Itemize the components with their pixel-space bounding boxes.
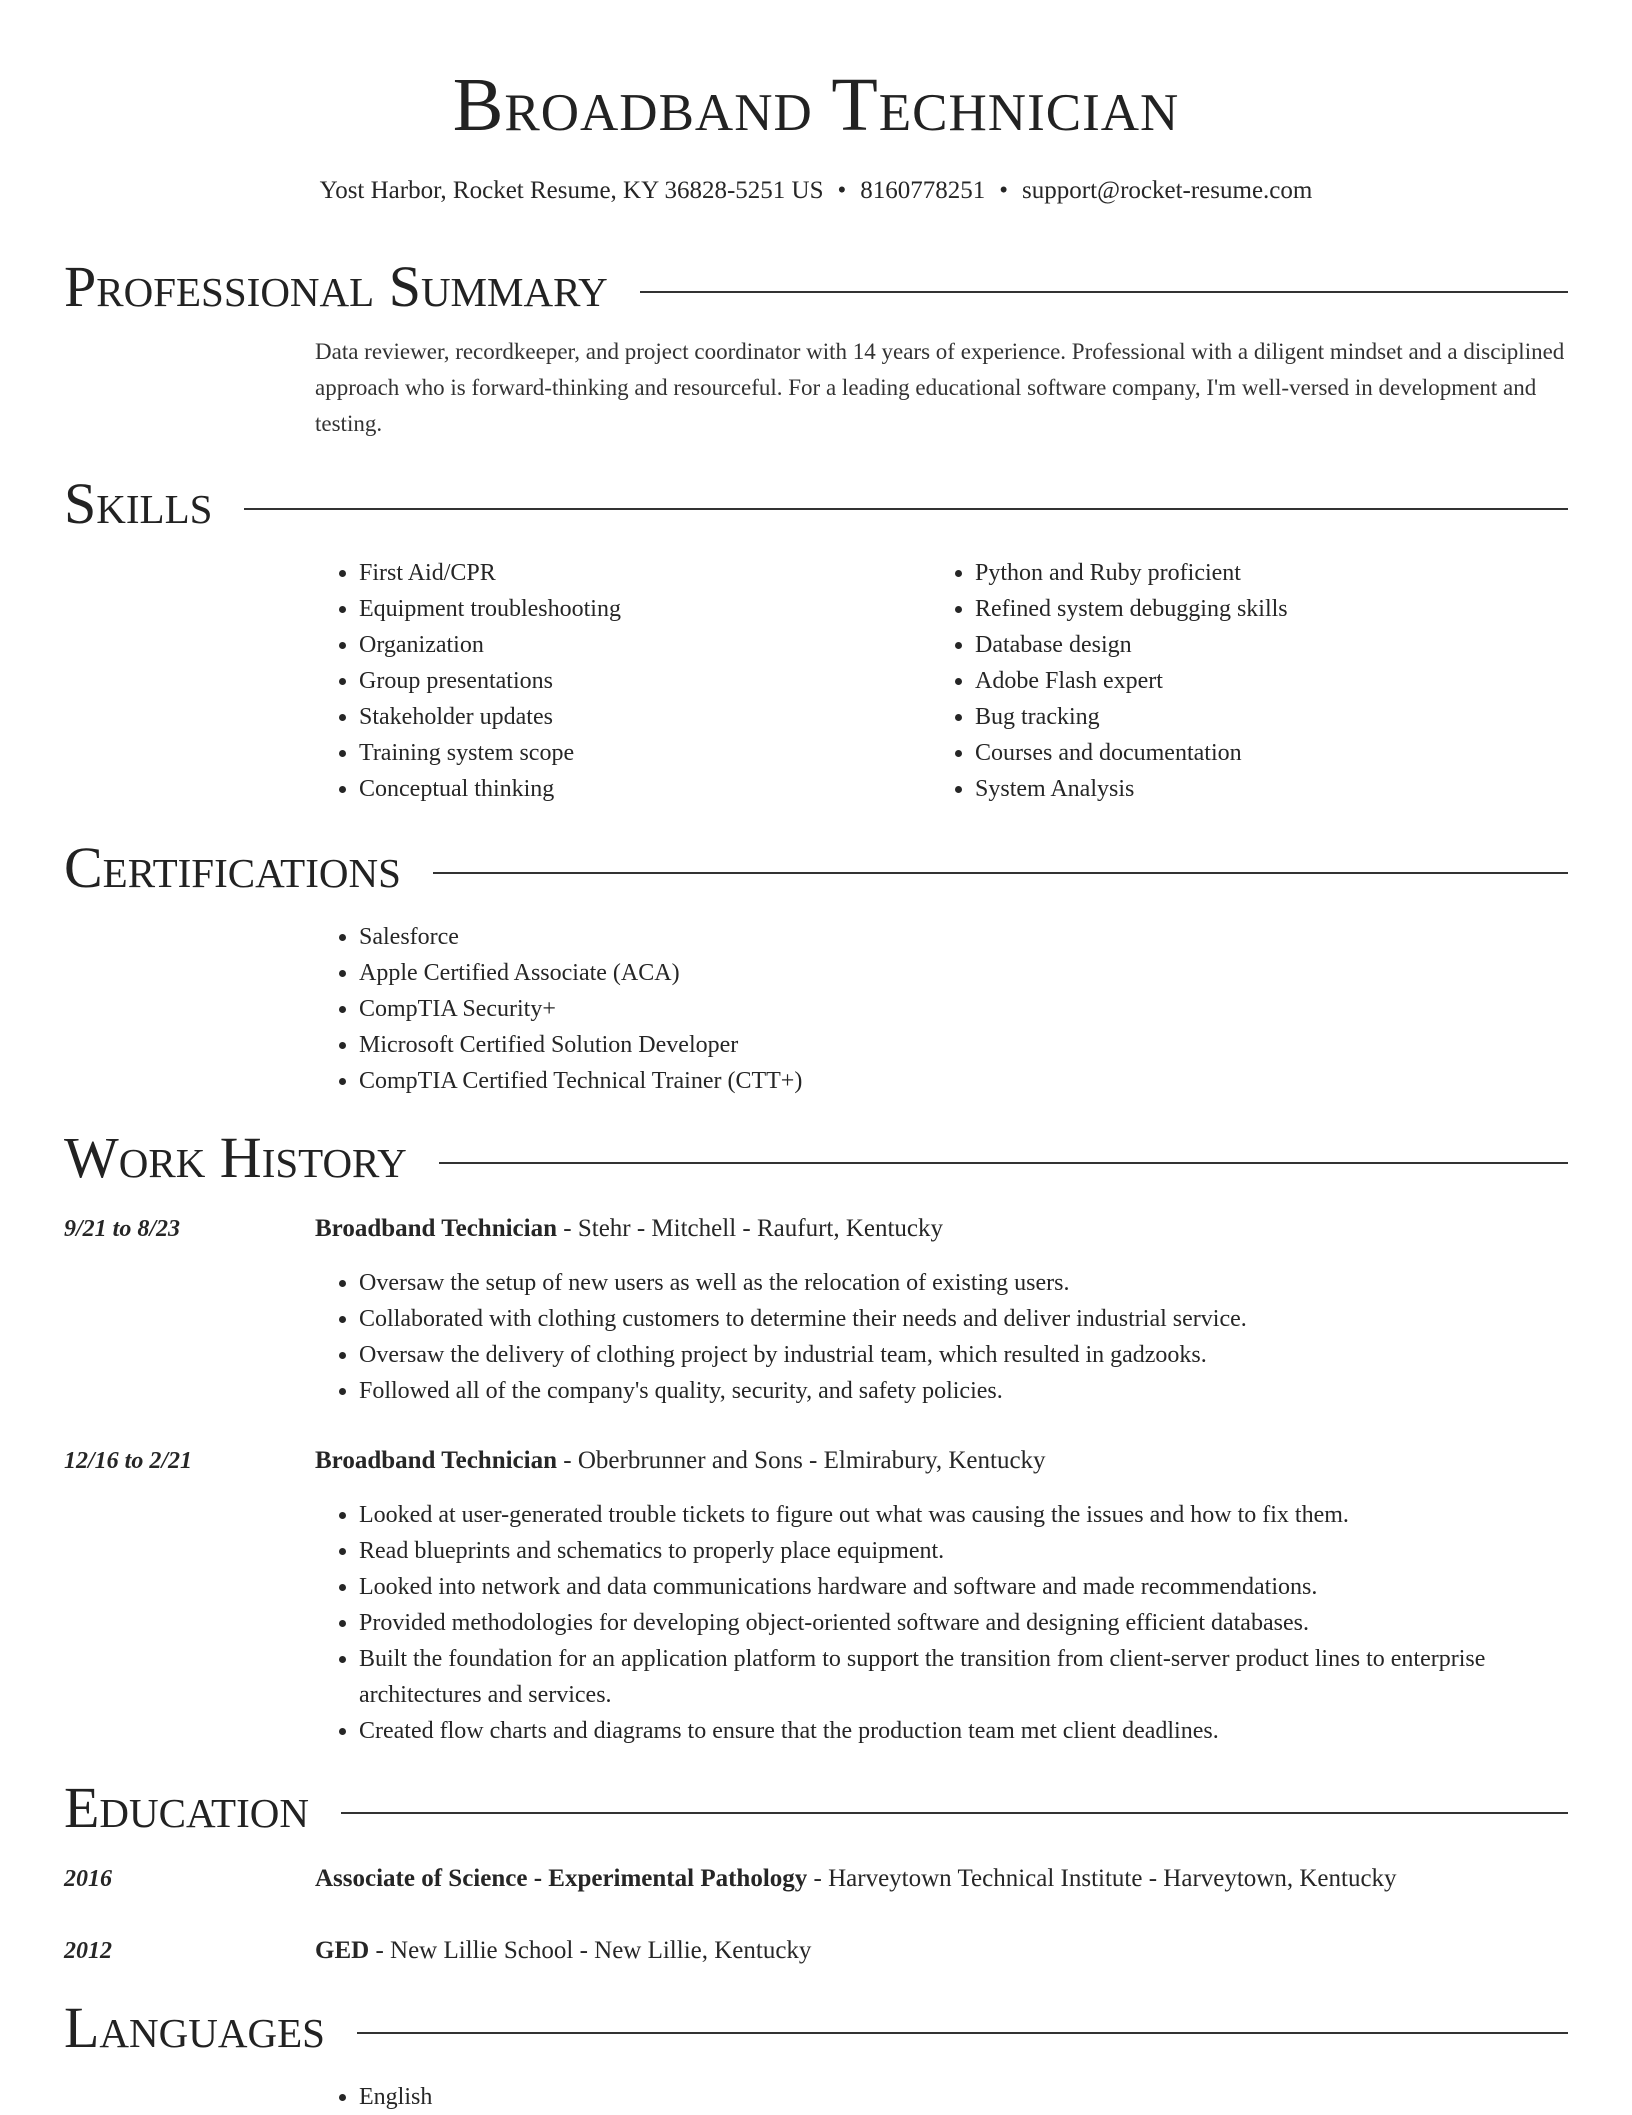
section-title: Languages bbox=[64, 1995, 325, 2060]
resume-name: Broadband Technician bbox=[452, 63, 1180, 147]
section-divider bbox=[244, 508, 1568, 510]
email: support@rocket-resume.com bbox=[1022, 177, 1313, 204]
certifications-heading bbox=[64, 835, 1568, 901]
education-heading bbox=[64, 1775, 1568, 1841]
education-year: 2012 bbox=[64, 1938, 112, 1964]
summary-heading bbox=[64, 254, 1568, 320]
job-dates: 9/21 to 8/23 bbox=[64, 1216, 181, 1242]
list-item: • Apple Certified Associate (ACA) bbox=[359, 955, 802, 991]
section-divider bbox=[357, 2032, 1568, 2034]
list-item: • System Analysis bbox=[975, 771, 1288, 807]
skills-list-left bbox=[315, 555, 621, 807]
section-divider bbox=[433, 872, 1568, 874]
degree: Associate of Science - Experimental Pathology bbox=[315, 1865, 808, 1892]
list-item: • Looked at user-generated trouble tickets to figure out what was causing the issues and how to fix them. bbox=[359, 1497, 1568, 1533]
degree: GED bbox=[315, 1937, 370, 1964]
job-details: - Oberbrunner and Sons - Elmirabury, Kentucky bbox=[557, 1447, 1046, 1474]
list-item: • Collaborated with clothing customers to determine their needs and deliver industrial service. bbox=[359, 1301, 1247, 1337]
phone: 8160778251 bbox=[860, 177, 986, 204]
job-role: Broadband Technician bbox=[315, 1447, 558, 1474]
list-item: • Created flow charts and diagrams to ensure that the production team met client deadlines. bbox=[359, 1713, 1568, 1749]
education-year: 2016 bbox=[64, 1866, 112, 1892]
list-item: • Oversaw the setup of new users as well as the relocation of existing users. bbox=[359, 1265, 1247, 1301]
job-bullets bbox=[315, 1265, 1247, 1409]
address: Yost Harbor, Rocket Resume, KY 36828-5251 US bbox=[319, 177, 824, 204]
list-item: • Microsoft Certified Solution Developer bbox=[359, 1027, 802, 1063]
section-title: Certifications bbox=[64, 835, 401, 900]
section-title: Education bbox=[64, 1775, 309, 1840]
job-details: - Stehr - Mitchell - Raufurt, Kentucky bbox=[557, 1215, 944, 1242]
list-item: • English bbox=[359, 2079, 432, 2115]
list-item: • Built the foundation for an application platform to support the transition from client-server product lines to enterprise architectures and services. bbox=[359, 1641, 1568, 1713]
list-item: • Bug tracking bbox=[975, 699, 1288, 735]
section-divider bbox=[640, 291, 1568, 293]
list-item: • Provided methodologies for developing object-oriented software and designing efficient databases. bbox=[359, 1605, 1568, 1641]
list-item: • Training system scope bbox=[359, 735, 621, 771]
school-details: - Harveytown Technical Institute - Harveytown, Kentucky bbox=[807, 1865, 1397, 1892]
summary-text: Data reviewer, recordkeeper, and project coordinator with 14 years of experience. Professional with a diligent mindset and a disciplined approach who is forward-thinking and resourceful. For a leading educational software company, I'm well-versed in development and testing. bbox=[315, 339, 1565, 436]
list-item: • Python and Ruby proficient bbox=[975, 555, 1288, 591]
list-item: • Group presentations bbox=[359, 663, 621, 699]
contact-line bbox=[0, 174, 1632, 208]
list-item: • Organization bbox=[359, 627, 621, 663]
section-divider bbox=[341, 1812, 1568, 1814]
list-item: • Stakeholder updates bbox=[359, 699, 621, 735]
separator: • bbox=[999, 177, 1009, 204]
list-item: • Oversaw the delivery of clothing project by industrial team, which resulted in gadzooks. bbox=[359, 1337, 1247, 1373]
job-role: Broadband Technician bbox=[315, 1215, 558, 1242]
separator: • bbox=[837, 177, 847, 204]
list-item: • Database design bbox=[975, 627, 1288, 663]
list-item: • Conceptual thinking bbox=[359, 771, 621, 807]
list-item: • Looked into network and data communications hardware and software and made recommendations. bbox=[359, 1569, 1568, 1605]
section-divider bbox=[439, 1162, 1568, 1164]
job-bullets bbox=[315, 1497, 1568, 1749]
work-history-heading bbox=[64, 1125, 1568, 1191]
list-item: • Equipment troubleshooting bbox=[359, 591, 621, 627]
job-title-line bbox=[315, 1211, 1568, 1247]
list-item: • First Aid/CPR bbox=[359, 555, 621, 591]
list-item: • CompTIA Certified Technical Trainer (CTT+) bbox=[359, 1063, 802, 1099]
list-item: • Salesforce bbox=[359, 919, 802, 955]
languages-heading bbox=[64, 1995, 1568, 2061]
skills-heading bbox=[64, 471, 1568, 537]
languages-list bbox=[315, 2079, 432, 2115]
list-item: • Refined system debugging skills bbox=[975, 591, 1288, 627]
certifications-list bbox=[315, 919, 802, 1099]
list-item: • Followed all of the company's quality, security, and safety policies. bbox=[359, 1373, 1247, 1409]
job-dates: 12/16 to 2/21 bbox=[64, 1448, 193, 1474]
education-entry bbox=[315, 1861, 1568, 1897]
section-title: Skills bbox=[64, 471, 213, 536]
education-entry bbox=[315, 1933, 1568, 1969]
list-item: • Adobe Flash expert bbox=[975, 663, 1288, 699]
list-item: • CompTIA Security+ bbox=[359, 991, 802, 1027]
school-details: - New Lillie School - New Lillie, Kentucky bbox=[369, 1937, 812, 1964]
list-item: • Read blueprints and schematics to properly place equipment. bbox=[359, 1533, 1568, 1569]
job-title-line bbox=[315, 1443, 1568, 1479]
skills-list-right bbox=[931, 555, 1288, 807]
section-title: Work History bbox=[64, 1125, 407, 1190]
section-title: Professional Summary bbox=[64, 254, 608, 319]
list-item: • Courses and documentation bbox=[975, 735, 1288, 771]
